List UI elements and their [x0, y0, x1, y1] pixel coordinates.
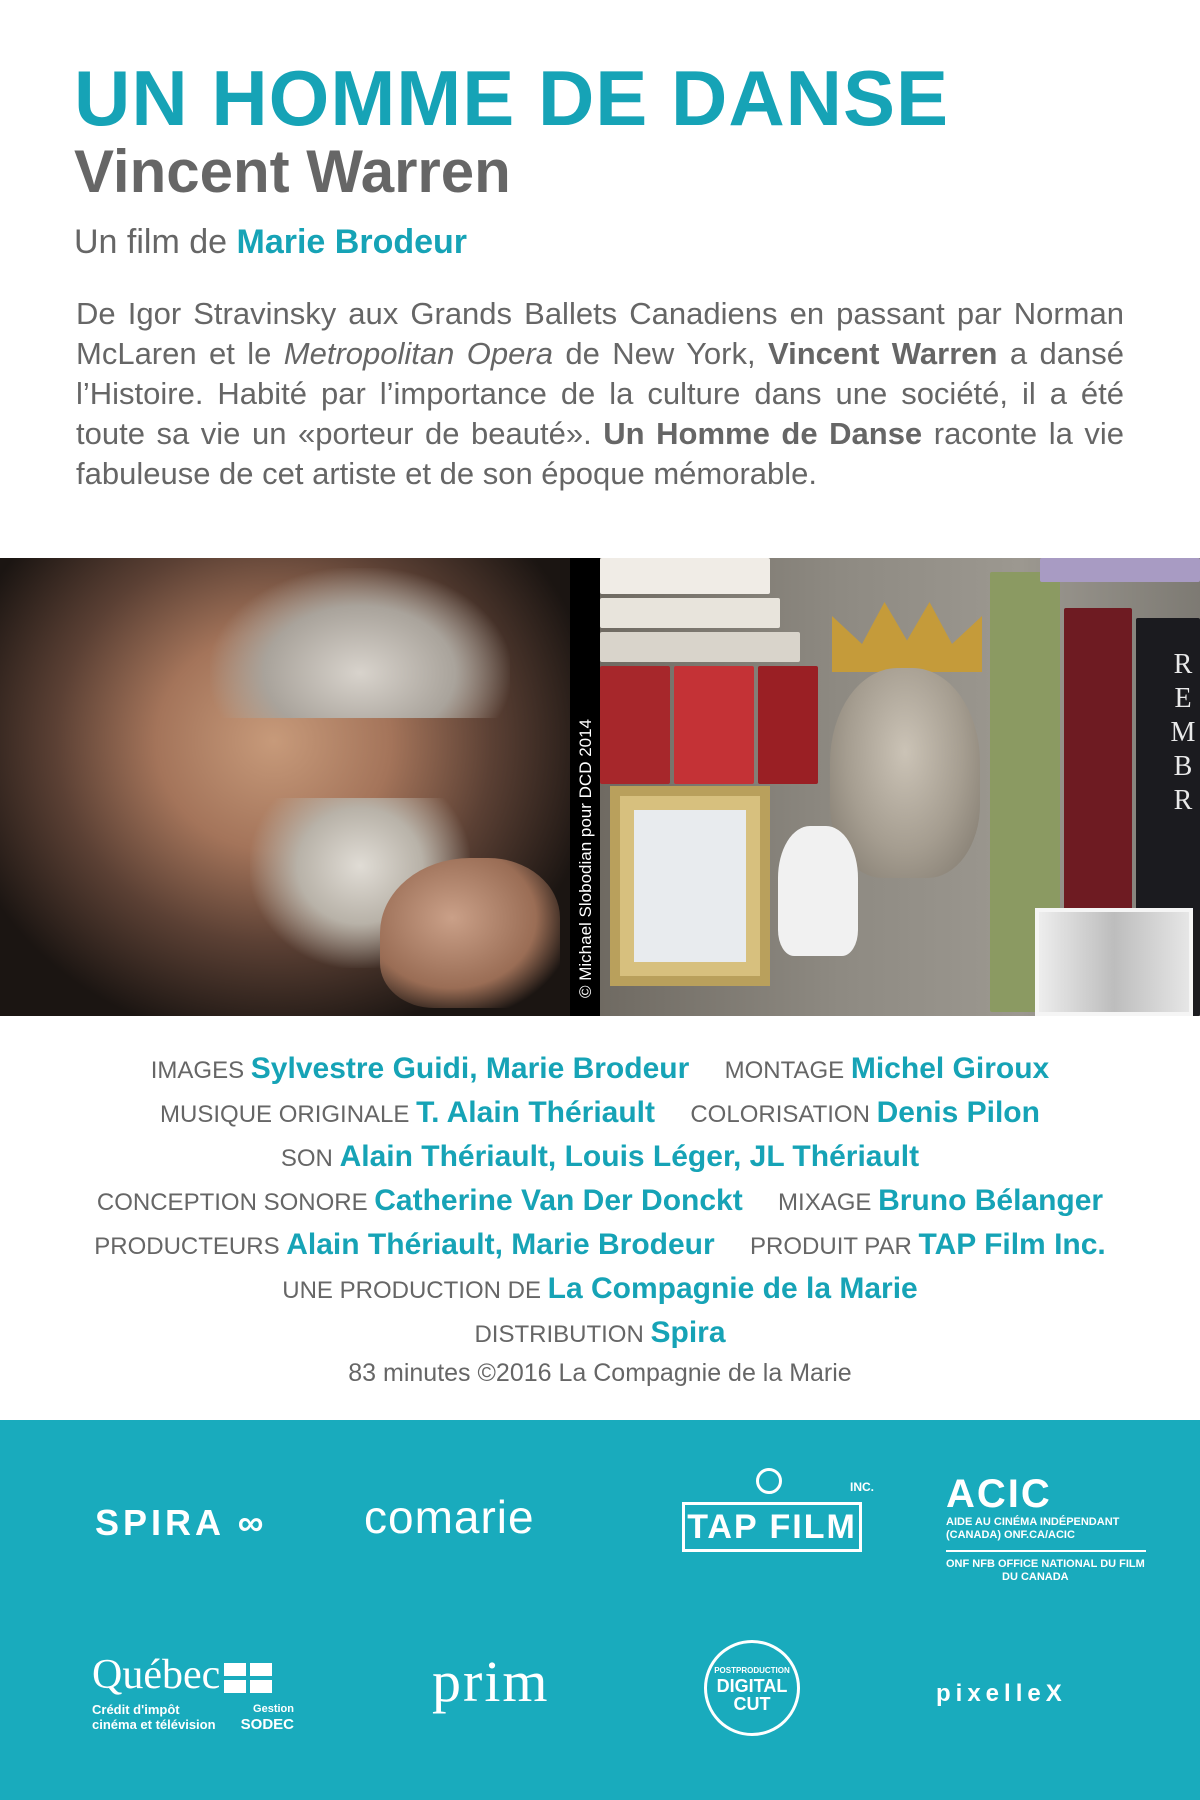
runtime-copyright: 83 minutes ©2016 La Compagnie de la Marie [348, 1359, 852, 1387]
credit-value: Catherine Van Der Donckt [374, 1184, 743, 1217]
film-subtitle: Vincent Warren [74, 138, 511, 205]
bust-sculpture [830, 668, 980, 878]
tap-film-name: TAP FILM [687, 1508, 857, 1546]
prim-logo: prim [432, 1649, 550, 1714]
small-photograph [1035, 908, 1193, 1016]
credits-block [40, 1048, 1160, 1356]
synopsis-part-4: raconte la vie fabuleuse de cet artiste et de son époque mémorable. [76, 416, 1125, 491]
credit-line [40, 1048, 1160, 1092]
portrait-hand [380, 858, 560, 1008]
credit-value: Michel Giroux [850, 1052, 1050, 1085]
synopsis-bold-2: Un Homme de Danse [603, 416, 923, 451]
credit-value: Denis Pilon [876, 1096, 1040, 1129]
acic-wordmark: ACIC [946, 1472, 1052, 1516]
synopsis-part-2: de New York, [552, 336, 768, 371]
sodec-line-2: SODEC [240, 1716, 294, 1733]
quebec-logo [92, 1652, 302, 1732]
synopsis-part-1: De Igor Stravinsky aux Grands Ballets Canadiens en passant par Norman McLaren et le [76, 296, 1124, 371]
credit-value: T. Alain Thériault [416, 1096, 655, 1129]
book [758, 666, 818, 784]
book [600, 558, 770, 594]
book [600, 598, 780, 628]
synopsis-part-3: a dansé l’Histoire. Habité par l’importance de la culture dans une société, il a été toute sa vie un «porteur de beauté». [76, 336, 1124, 451]
picture-frame [610, 786, 770, 986]
credit-label: COLORISATION [690, 1101, 870, 1128]
byline-prefix: Un film de [74, 223, 228, 261]
digital-line-1: POSTPRODUCTION [714, 1666, 790, 1675]
synopsis-bold-1: Vincent Warren [768, 336, 998, 371]
quebec-line-2: cinéma et télévision [92, 1717, 216, 1732]
film-reel-icon [756, 1468, 782, 1494]
credit-label: UNE PRODUCTION DE [282, 1277, 541, 1304]
credit-line [40, 1092, 1160, 1136]
acic-line-1: AIDE AU CINÉMA INDÉPENDANT [946, 1516, 1120, 1528]
credit-label: IMAGES [150, 1057, 245, 1084]
credit-value: Alain Thériault, Louis Léger, JL Thériault [339, 1140, 920, 1173]
sodec-line-1: Gestion [253, 1703, 294, 1715]
digital-line-2: DIGITAL [716, 1676, 788, 1696]
credit-line [40, 1136, 1160, 1180]
book [600, 666, 670, 784]
credit-label: SON [280, 1145, 333, 1172]
sponsor-footer [0, 1420, 1200, 1800]
credit-line [40, 1268, 1160, 1312]
credit-line [40, 1312, 1160, 1356]
quebec-line-1: Crédit d'impôt [92, 1702, 180, 1717]
quebec-wordmark: Québec [92, 1652, 221, 1698]
pixellex-logo: pixelleX [936, 1680, 1067, 1707]
tap-film-logo [662, 1462, 882, 1592]
digital-line-3: CUT [733, 1694, 771, 1714]
credit-value: Sylvestre Guidi, Marie Brodeur [250, 1052, 690, 1085]
byline [74, 220, 1134, 264]
sodec-mark [241, 1702, 294, 1734]
credit-label: CONCEPTION SONORE [96, 1189, 368, 1216]
film-title: UN HOMME DE DANSE [74, 54, 950, 142]
credit-value: La Compagnie de la Marie [547, 1272, 918, 1305]
acic-line-2: (CANADA) ONF.CA/ACIC [946, 1529, 1075, 1541]
acic-logo [946, 1472, 1146, 1584]
synopsis [76, 294, 1124, 494]
tap-film-inc: INC. [850, 1480, 874, 1494]
credit-label: MONTAGE [724, 1057, 845, 1084]
angel-figurine [778, 826, 858, 956]
still-life-photo [600, 558, 1200, 1016]
book [674, 666, 754, 784]
synopsis-italic-1: Metropolitan Opera [283, 336, 553, 371]
portrait-photo [0, 558, 570, 1016]
credit-value: Alain Thériault, Marie Brodeur [286, 1228, 715, 1261]
credit-value: TAP Film Inc. [918, 1228, 1106, 1261]
comarie-logo: comarie [364, 1491, 535, 1543]
tap-film-wordmark [682, 1502, 862, 1552]
fleurdelise-flag-icon [224, 1663, 272, 1693]
onf-line-1: ONF NFB OFFICE NATIONAL DU FILM [946, 1550, 1146, 1571]
digital-cut-logo [704, 1640, 800, 1736]
credit-label: DISTRIBUTION [474, 1321, 644, 1348]
book-spine-text: REMBR [1170, 649, 1196, 816]
credit-line [40, 1224, 1160, 1268]
credit-line [40, 1180, 1160, 1224]
credit-label: PRODUCTEURS [94, 1233, 280, 1260]
credit-label: PRODUIT PAR [750, 1233, 912, 1260]
credit-value: Spira [650, 1316, 726, 1349]
onf-line-2: DU CANADA [1002, 1571, 1069, 1583]
portrait-hair [210, 568, 510, 718]
quebec-tax-credit [92, 1702, 302, 1732]
header [74, 54, 1134, 264]
crown-sculpture [832, 602, 982, 672]
credit-label: MUSIQUE ORIGINALE [160, 1101, 410, 1128]
credit-value: Bruno Bélanger [878, 1184, 1104, 1217]
spira-logo: SPIRA ∞ [95, 1502, 268, 1543]
frame-picture [634, 810, 746, 962]
credit-label: MIXAGE [778, 1189, 872, 1216]
photo-strip [0, 558, 1200, 1016]
director-name: Marie Brodeur [236, 223, 468, 261]
photo-credit: © Michael Slobodian pour DCD 2014 [576, 718, 595, 998]
book [1040, 558, 1200, 582]
book [600, 632, 800, 662]
